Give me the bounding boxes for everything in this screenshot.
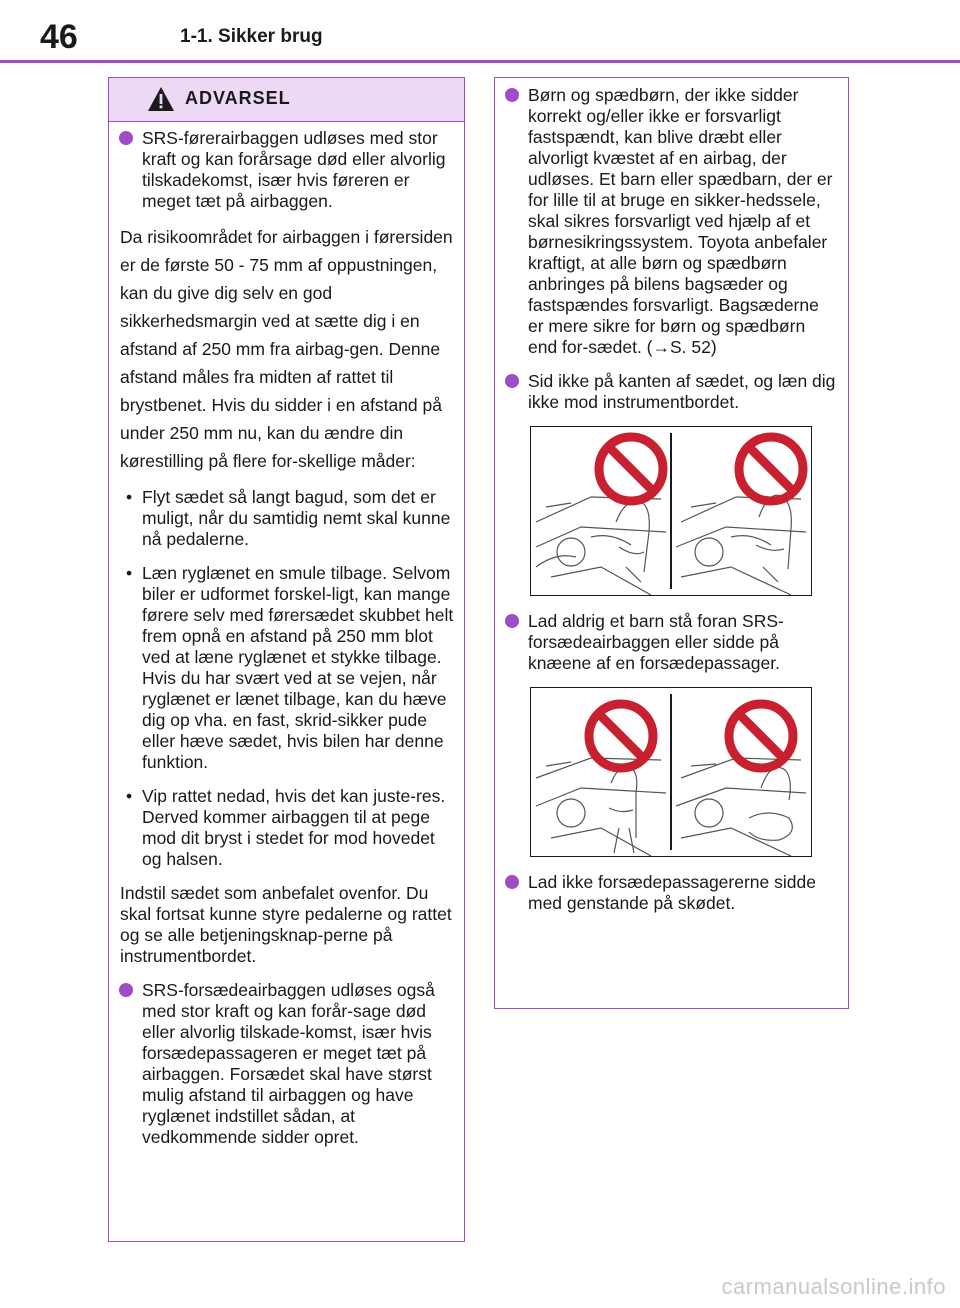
sub-bullet-dot: •: [126, 563, 133, 583]
bullet-dot-icon: [505, 88, 519, 102]
bullet-dot-icon: [505, 614, 519, 628]
prohibition-icon: [739, 437, 803, 501]
bullet-text: [528, 85, 838, 358]
sub-bullet-text: Flyt sædet så langt bagud, som det er muligt, når du samtidig nemt skal kunne nå pedalerne.: [142, 487, 451, 549]
bullet-text-main: Børn og spædbørn, der ikke sidder korrekt og/eller ikke er forsvarligt fastspændt, kan blive dræbt eller alvorligt kvæstet af en airbag, der udløses. Et barn eller spædbarn, der er for lille til at bruge en sikker-hedssele, skal sikres forsvarligt ved hjælp af et børnesikringssystem. Toyota anbefaler kraftigt, at alle børn og spædbørn anbringes på bilens bagsæder og fastspændes forsvarligt. Bagsæderne er mere sikre for børn og spædbørn end for-sædet. (: [528, 85, 833, 357]
sub-bullet-text: Vip rattet nedad, hvis det kan juste-res. Derved kommer airbaggen til at pege mod dit bryst i stedet for mod hovedet og halsen.: [142, 786, 446, 869]
header-divider: [0, 60, 960, 63]
bullet-text: Lad aldrig et barn stå foran SRS-forsædeairbaggen eller sidde på knæene af en forsædepassager.: [528, 611, 784, 673]
warning-box: [108, 77, 465, 1242]
bullet-item: [117, 980, 454, 1148]
sub-bullet-dot: •: [126, 786, 133, 806]
bullet-dot-icon: [505, 875, 519, 889]
footer-watermark: carmanualsonline.info: [721, 1274, 946, 1299]
sub-bullet-dot: •: [126, 487, 133, 507]
illustration-leaning-forward: [530, 426, 812, 596]
bullet-dot-icon: [505, 374, 519, 388]
bullet-text: Lad ikke forsædepassagererne sidde med genstande på skødet.: [528, 872, 816, 913]
warning-box-continued: [494, 77, 849, 1009]
sub-bullet-item: [117, 786, 454, 870]
prohibition-icon: [599, 437, 663, 501]
bullet-item: [117, 128, 454, 212]
bullet-item: [503, 85, 838, 358]
paragraph: Da risikoområdet for airbaggen i førersiden er de første 50 - 75 mm af oppustningen, kan du give dig selv en god sikkerhedsmargin ved at sætte dig i en afstand af 250 mm fra airbag-gen. Denne afstand måles fra midten af rattet til brystbenet. Hvis du sidder i en afstand på under 250 mm nu, kan du ændre din kørestilling på flere for-skellige måder:: [120, 227, 453, 471]
sub-bullet-item: [117, 563, 454, 773]
page-header: [0, 0, 960, 62]
illustration-child-standing: [530, 687, 812, 857]
bullet-item: [503, 371, 838, 413]
page-number: 46: [40, 18, 78, 56]
illustration-leaning-forward-drawing: [531, 427, 811, 595]
bullet-dot-icon: [119, 131, 133, 145]
bullet-text: Sid ikke på kanten af sædet, og læn dig ikke mod instrumentbordet.: [528, 371, 836, 412]
bullet-item: [503, 872, 838, 914]
page-reference-link[interactable]: →S. 52): [652, 337, 717, 357]
warning-content-left: [117, 128, 454, 1161]
bullet-text: SRS-førerairbaggen udløses med stor kraft og kan forårsage død eller alvorlig tilskadekomst, især hvis føreren er meget tæt på airbaggen.: [142, 128, 446, 211]
warning-triangle-icon: [147, 86, 175, 112]
bullet-dot-icon: [119, 983, 133, 997]
warning-content-right: [503, 85, 838, 927]
illustration-child-standing-drawing: [531, 688, 811, 856]
sub-bullet-text: Læn ryglænet en smule tilbage. Selvom biler er udformet forskel-ligt, kan mange førere selv med førersædet skubbet helt frem opnå en afstand på 250 mm blot ved at læne ryglænet et stykke tilbage. Hvis du har svært ved at se vejen, når ryglænet er lænet tilbage, kan du hæve dig op vha. en fast, skrid-sikker pude eller hæve sædet, hvis bilen har denne funktion.: [142, 563, 454, 772]
bullet-item: [503, 611, 838, 674]
warning-title: ADVARSEL: [185, 88, 291, 108]
sub-bullet-item: [117, 487, 454, 550]
bullet-text: SRS-forsædeairbaggen udløses også med stor kraft og kan forår-sage død eller alvorlig tilskade-komst, især hvis forsædepassageren er meget tæt på airbaggen. Forsædet skal have størst mulig afstand til airbaggen og have ryglænet indstillet sådan, at vedkommende sidder opret.: [142, 980, 435, 1147]
section-title: 1-1. Sikker brug: [180, 26, 323, 47]
warning-header: [109, 78, 464, 122]
paragraph: Indstil sædet som anbefalet ovenfor. Du skal fortsat kunne styre pedalerne og rattet og se alle betjeningsknap-perne på instrumentbordet.: [120, 883, 452, 966]
